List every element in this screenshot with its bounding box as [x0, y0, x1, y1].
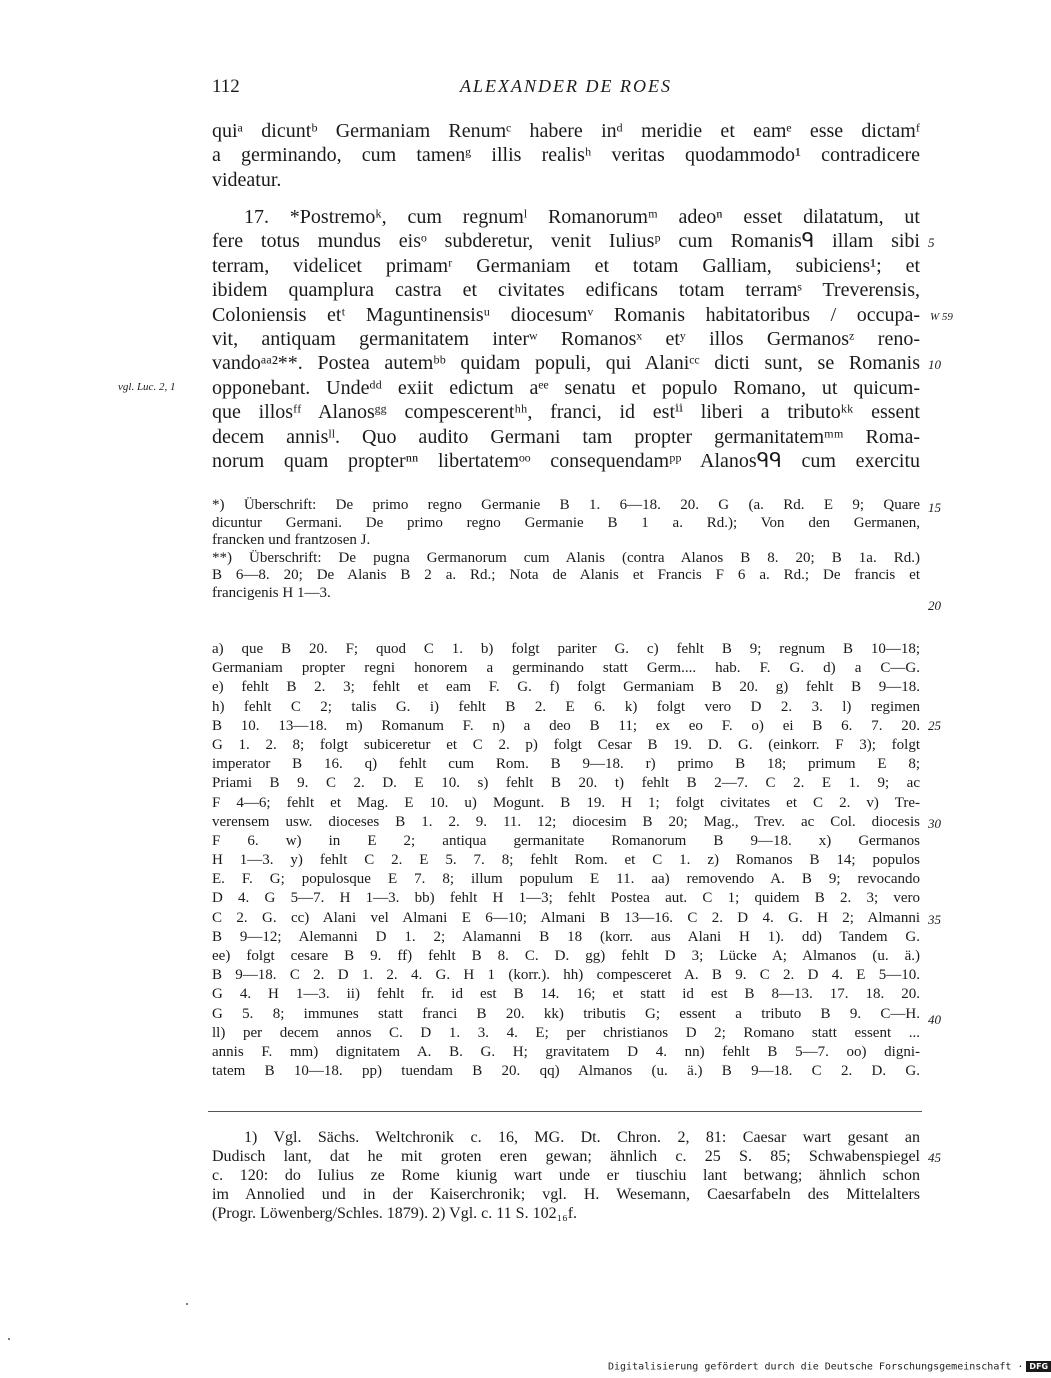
text-line: vandoᵃᵃ²**. Postea autemᵇᵇ quidam populi, qui Alaniᶜᶜ dicti sunt, se Romanis [212, 352, 920, 375]
text-line: Coloniensis etᵗ Maguntinensisᵘ diocesumᵛ Romanis habitatoribus / occupa- [212, 303, 920, 326]
text-line: videatur. [212, 168, 282, 191]
apparatus-line: F 4—6; fehlt et Mag. E 10. u) Mogunt. B 19. H 1; folgt civitates et C 2. v) Tre- [212, 794, 920, 811]
line-number: 15 [928, 500, 941, 515]
dfg-logo: DFG [1026, 1361, 1051, 1372]
headnotes [212, 497, 920, 603]
apparatus-line: verensem usw. dioceses B 1. 2. 9. 11. 12; diocesim B 20; Mag., Trev. ac Col. diocesis [212, 813, 920, 830]
headnote-line: dicuntur Germani. De primo regno Germanie B 1 a. Rd.); Von den Germanen, [212, 514, 920, 531]
text-line: ibidem quamplura castra et civitates edificans totam terramˢ Treverensis, [212, 279, 920, 302]
apparatus-line: G 5. 8; immunes statt franci B 20. kk) tributis G; essent a tributo B 9. C—H. [212, 1005, 920, 1022]
apparatus-line: ll) per decem annos C. D 1. 3. 4. E; per christianos D 2; Romano statt essent ... [212, 1024, 920, 1041]
margin-note-right: W 59 [930, 311, 953, 323]
apparatus-line: B 10. 13—18. m) Romanum F. n) a deo B 11; ex eo F. o) ei B 6. 7. 20. [212, 717, 920, 734]
footer-text: Digitalisierung gefördert durch die Deutsche Forschungsgemeinschaft · [608, 1361, 1024, 1373]
apparatus-line: D 4. G 5—7. H 1—3. bb) fehlt H 1—3; fehlt Postea aut. C 1; quidem B 2. 3; vero [212, 890, 920, 907]
line-number: 35 [928, 912, 941, 927]
main-text-section-17 [212, 205, 920, 473]
headnote-line: B 6—8. 20; De Alanis B 2 a. Rd.; Nota de Alanis et Francis F 6 a. Rd.; De francis et [212, 567, 920, 584]
apparatus-line: h) fehlt C 2; talis G. i) fehlt B 2. E 6. k) folgt vero D 2. 3. l) regimen [212, 698, 920, 715]
apparatus-line: tatem B 10—18. pp) tuendam B 20. qq) Almanos (u. ä.) B 9—18. C 2. D. G. [212, 1063, 920, 1080]
line-number: 5 [928, 235, 935, 250]
text-line: vit, antiquam germanitatem interʷ Romanosˣ etʸ illos Germanosᶻ reno- [212, 327, 920, 350]
footnote-line: Dudisch lant, dat he mit groten eren gewan; ähnlich c. 25 S. 85; Schwabenspiegel [212, 1148, 920, 1165]
margin-note-left: vgl. Luc. 2, 1 [118, 381, 176, 393]
line-number: 30 [928, 816, 941, 831]
apparatus-line: ee) folgt cesare B 9. ff) fehlt B 8. C. D. gg) fehlt D 3; Lücke A; Almanos (u. ä.) [212, 948, 920, 964]
critical-apparatus [212, 640, 920, 1081]
apparatus-line: C 2. G. cc) Alani vel Almani E 6—10; Almani B 13—16. C 2. D 4. G. H 2; Almanni [212, 909, 920, 926]
footnote-line: im Annolied und in der Kaiserchronik; vgl. H. Wesemann, Caesarfabeln des Mittelalters [212, 1186, 920, 1203]
text-line: terram, videlicet primamʳ Germaniam et totam Galliam, subiciens¹; et [212, 254, 920, 277]
apparatus-line: imperator B 16. q) fehlt cum Rom. B 9—18. r) primo B 18; primum E 8; [212, 756, 920, 773]
digitization-footer [608, 1361, 1051, 1373]
apparatus-line: a) que B 20. F; quod C 1. b) folgt pariter G. c) fehlt B 9; regnum B 10—18; [212, 641, 920, 657]
headnote-line: **) Überschrift: De pugna Germanorum cum Alanis (contra Alanos B 8. 20; B 1a. Rd.) [212, 549, 920, 566]
text-line: 17. *Postremoᵏ, cum regnumˡ Romanorumᵐ adeoⁿ esset dilatatum, ut [244, 206, 920, 228]
line-number: 10 [928, 357, 941, 372]
apparatus-line: E. F. G; populosque E 7. 8; illum populum E 11. aa) removendo A. B 9; revocando [212, 871, 920, 888]
apparatus-line: F 6. w) in E 2; antiqua germanitate Romanorum B 9—18. x) Germanos [212, 832, 920, 849]
text-line: decem annisˡˡ. Quo audito Germani tam propter germanitatemᵐᵐ Roma- [212, 425, 920, 448]
footnote-divider [208, 1111, 922, 1112]
line-number: 40 [928, 1012, 941, 1027]
text-line: opponebant. Undeᵈᵈ exiit edictum aᵉᵉ senatu et populo Romano, ut quicum- [212, 376, 920, 399]
footnote-line: 1) Vgl. Sächs. Weltchronik c. 16, MG. Dt. Chron. 2, 81: Caesar wart gesant an [244, 1129, 920, 1146]
footnotes [212, 1128, 920, 1223]
headnote-line: *) Überschrift: De primo regno Germanie B 1. 6—18. 20. G (a. Rd. E 9; Quare [212, 497, 920, 513]
apparatus-line: Priami B 9. C 2. D. E 10. s) fehlt B 20. t) fehlt B 2—7. C 2. E 1. 9; ac [212, 775, 920, 792]
scan-speck [186, 1303, 188, 1305]
main-text [212, 119, 920, 192]
footnote-line: (Progr. Löwenberg/Schles. 1879). 2) Vgl. c. 11 S. 102₁₆f. [212, 1205, 578, 1222]
line-number: 45 [928, 1150, 941, 1165]
line-number: 25 [928, 718, 941, 733]
apparatus-line: e) fehlt B 2. 3; fehlt et eam F. G. f) folgt Germaniam B 20. g) fehlt B 9—18. [212, 679, 920, 696]
text-line: a germinando, cum tamenᵍ illis realisʰ veritas quodammodo¹ contradicere [212, 144, 920, 167]
text-line: que illosᶠᶠ Alanosᵍᵍ compescerentʰʰ, franci, id estⁱⁱ liberi a tributoᵏᵏ essent [212, 401, 920, 424]
apparatus-line: G 1. 2. 8; folgt subiceretur et C 2. p) folgt Cesar B 19. D. G. (einkorr. F 3); folgt [212, 736, 920, 753]
text-line: norum quam propterⁿⁿ libertatemᵒᵒ consequendamᵖᵖ Alanosᑫᑫ cum exercitu [212, 449, 920, 472]
apparatus-line: H 1—3. y) fehlt C 2. E 5. 7. 8; fehlt Rom. et C 1. z) Romanos B 14; populos [212, 852, 920, 869]
headnote-line: francken und frantzosen J. [212, 532, 371, 549]
text-line: fere totus mundus eisᵒ subderetur, venit Iuliusᵖ cum Romanisᑫ illam sibi [212, 230, 920, 253]
apparatus-line: G 4. H 1—3. ii) fehlt fr. id est B 14. 16; et statt id est B 8—13. 17. 18. 20. [212, 986, 920, 1003]
page-header [212, 76, 920, 100]
apparatus-line: B 9—18. C 2. D 1. 2. 4. G. H 1 (korr.). hh) compesceret A. B 9. C 2. D 4. E 5—10. [212, 967, 920, 984]
scan-speck [8, 1338, 10, 1340]
running-head: ALEXANDER DE ROES [460, 76, 672, 96]
page-number: 112 [212, 76, 240, 97]
footnote-line: c. 120: do Iulius ze Rome kiunig wart unde er tiuschiu lant betwang; ähnlich schon [212, 1167, 920, 1184]
apparatus-line: Germaniam propter regni honorem a germinando statt Germ.... hab. F. G. d) a C—G. [212, 660, 920, 677]
text-line: quiᵃ dicuntᵇ Germaniam Renumᶜ habere inᵈ meridie et eamᵉ esse dictamᶠ [212, 120, 920, 142]
apparatus-line: annis F. mm) dignitatem A. B. G. H; gravitatem D 4. nn) fehlt B 5—7. oo) digni- [212, 1043, 920, 1060]
line-number: 20 [928, 598, 941, 613]
headnote-line: francigenis H 1—3. [212, 584, 331, 601]
apparatus-line: B 9—12; Alemanni D 1. 2; Alamanni B 18 (korr. aus Alani H 1). dd) Tandem G. [212, 928, 920, 945]
